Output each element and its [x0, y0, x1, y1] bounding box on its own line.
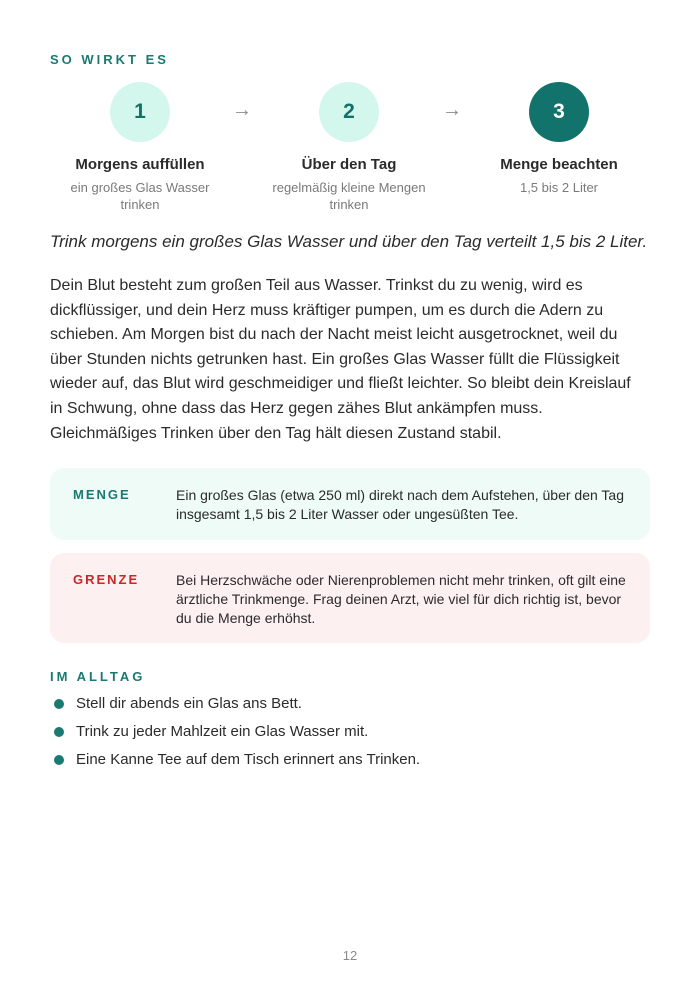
bullet-dot-icon [54, 727, 64, 737]
warning-box-limit [50, 553, 650, 643]
info-box-amount-label: MENGE [73, 487, 131, 502]
bullet-dot-icon [54, 755, 64, 765]
list-item-text: Trink zu jeder Mahlzeit ein Glas Wasser mit. [76, 723, 369, 740]
info-box-amount-text: Ein großes Glas (etwa 250 ml) direkt nach dem Aufstehen, über den Tag insgesamt 1,5 bis 2 Liter Wasser oder ungesüßten Tee. [176, 487, 624, 522]
step-2-number: 2 [319, 82, 379, 142]
list-item-text: Stell dir abends ein Glas ans Bett. [76, 695, 302, 712]
step-3-subtitle: 1,5 bis 2 Liter [519, 180, 599, 195]
step-1-subtitle: ein großes Glas Wasser trinken [70, 180, 210, 212]
warning-box-limit-text: Bei Herzschwäche oder Nierenproblemen nicht mehr trinken, oft gilt eine ärztliche Trinkmenge. Frag deinen Arzt, wie viel für dich richtig ist, bevor du die Menge erhöhst. [176, 572, 626, 626]
body-paragraph: Dein Blut besteht zum großen Teil aus Wasser. Trinkst du zu wenig, wird es dickflüssiger, und dein Herz muss kräftiger pumpen, um es durch die Adern zu schieben. Am Morgen bist du nach der Nacht meist leicht ausgetrocknet, weil du über Stunden nichts getrunken hast. Ein großes Glas Wasser füllt die Flüssigkeit wieder auf, das Blut wird geschmeidiger und fließt leichter. So bleibt dein Kreislauf in Schwung, ohne dass das Herz gegen zähes Blut ankämpfen muss. Gleichmäßiges Trinken über den Tag hält diesen Zustand stabil. [50, 277, 631, 442]
list-item [50, 690, 650, 718]
warning-box-limit-label: GRENZE [73, 572, 140, 587]
intro-statement: Trink morgens ein großes Glas Wasser und über den Tag verteilt 1,5 bis 2 Liter. [50, 232, 648, 251]
arrow-right-icon: → [232, 99, 252, 121]
step-1-title: Morgens auffüllen [75, 156, 205, 173]
info-box-amount [50, 468, 650, 540]
list-item [50, 746, 650, 774]
page-number: 12 [342, 948, 358, 963]
step-1 [50, 82, 230, 213]
step-3-number: 3 [529, 82, 589, 142]
arrow-right-icon: → [442, 99, 462, 121]
page [50, 0, 650, 993]
section-heading-how-it-works: SO WIRKT ES [50, 52, 169, 67]
step-2-title: Über den Tag [301, 156, 397, 173]
step-2-subtitle: regelmäßig kleine Mengen trinken [272, 180, 426, 212]
step-1-number: 1 [110, 82, 170, 142]
list-item [50, 718, 650, 746]
section-heading-daily-life: IM ALLTAG [50, 669, 146, 684]
step-2 [259, 82, 439, 213]
list-item-text: Eine Kanne Tee auf dem Tisch erinnert ans Trinken. [76, 751, 421, 768]
steps-diagram [50, 82, 650, 222]
daily-tips-list [50, 690, 650, 774]
step-3 [469, 82, 649, 196]
bullet-dot-icon [54, 699, 64, 709]
step-3-title: Menge beachten [500, 156, 618, 173]
